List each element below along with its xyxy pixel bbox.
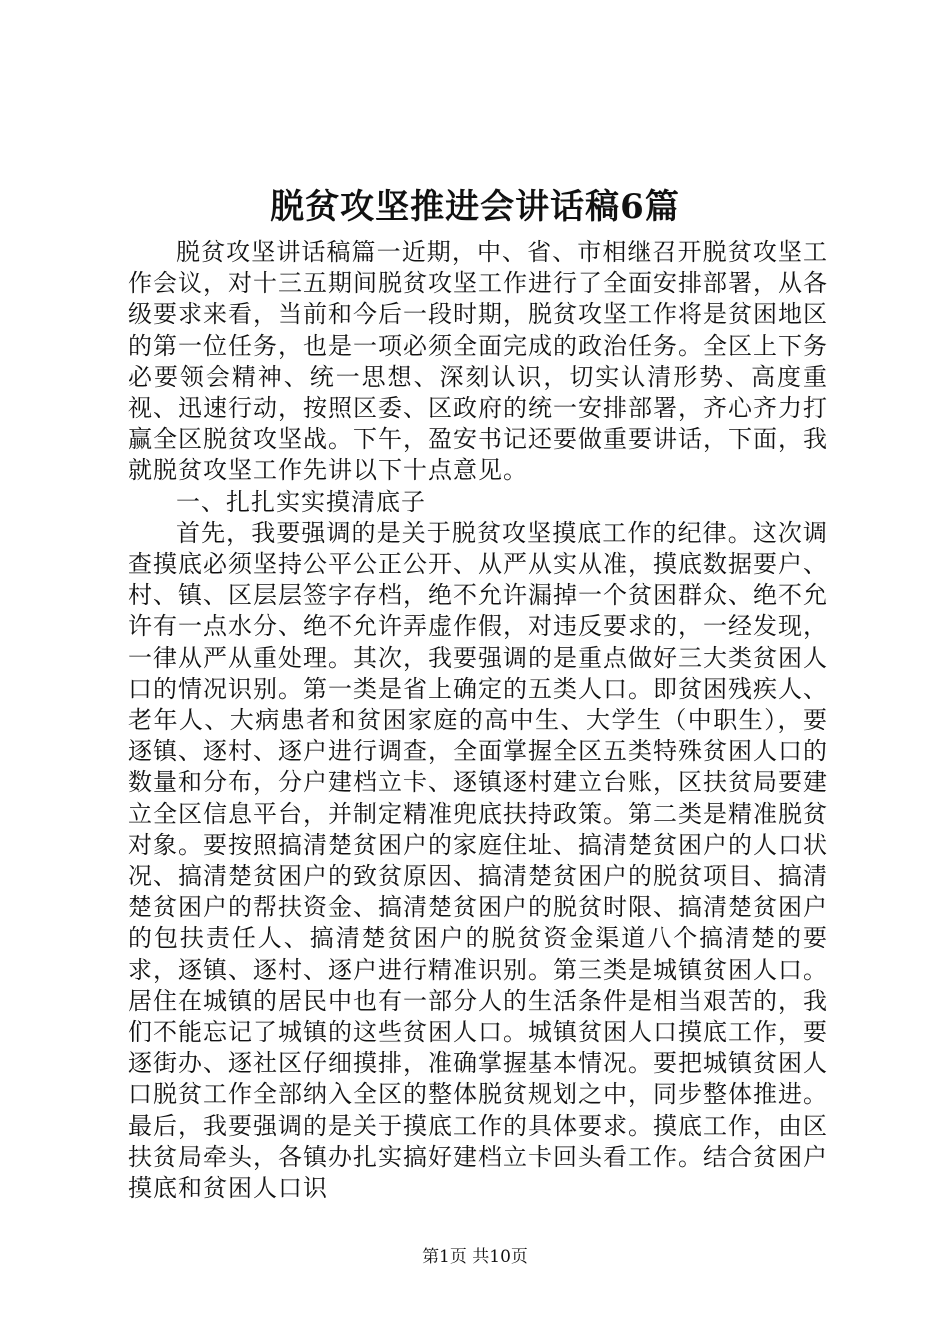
- document-body: [128, 237, 828, 1204]
- section-heading: 一、扎扎实实摸清底子: [176, 487, 426, 516]
- intro-paragraph: 脱贫攻坚讲话稿篇一近期，中、省、市相继召开脱贫攻坚工作会议，对十三五期间脱贫攻坚工作进行了全面安排部署，从各级要求来看，当前和今后一段时期，脱贫攻坚工作将是贫困地区的第一位任务，也是一项必须全面完成的政治任务。全区上下务必要领会精神、统一思想、深刻认识，切实认清形势、高度重视、迅速行动，按照区委、区政府的统一安排部署，齐心齐力打赢全区脱贫攻坚战。下午，盈安书记还要做重要讲话，下面，我就脱贫攻坚工作先讲以下十点意见。: [128, 238, 828, 485]
- section-paragraph: 首先，我要强调的是关于脱贫攻坚摸底工作的纪律。这次调查摸底必须坚持公平公正公开、从严从实从准，摸底数据要户、村、镇、区层层签字存档，绝不允许漏掉一个贫困群众、绝不允许有一点水分、绝不允许弄虚作假，对违反要求的，一经发现，一律从严从重处理。其次，我要强调的是重点做好三大类贫困人口的情况识别。第一类是省上确定的五类人口。即贫困残疾人、老年人、大病患者和贫困家庭的高中生、大学生（中职生），要逐镇、逐村、逐户进行调查，全面掌握全区五类特殊贫困人口的数量和分布，分户建档立卡、逐镇逐村建立台账，区扶贫局要建立全区信息平台，并制定精准兜底扶持政策。第二类是精准脱贫对象。要按照搞清楚贫困户的家庭住址、搞清楚贫困户的人口状况、搞清楚贫困户的致贫原因、搞清楚贫困户的脱贫项目、搞清楚贫困户的帮扶资金、搞清楚贫困户的脱贫时限、搞清楚贫困户的包扶责任人、搞清楚贫困户的脱贫资金渠道八个搞清楚的要求，逐镇、逐村、逐户进行精准识别。第三类是城镇贫困人口。居住在城镇的居民中也有一部分人的生活条件是相当艰苦的，我们不能忘记了城镇的这些贫困人口。城镇贫困人口摸底工作，要逐街办、逐社区仔细摸排，准确掌握基本情况。要把城镇贫困人口脱贫工作全部纳入全区的整体脱贫规划之中，同步整体推进。最后，我要强调的是关于摸底工作的具体要求。摸底工作，由区扶贫局牵头，各镇办扎实搞好建档立卡回头看工作。结合贫困户摸底和贫困人口识: [128, 518, 828, 1203]
- document-title: 脱贫攻坚推进会讲话稿6篇: [270, 187, 680, 227]
- page-footer: 第1页 共10页: [422, 1247, 528, 1267]
